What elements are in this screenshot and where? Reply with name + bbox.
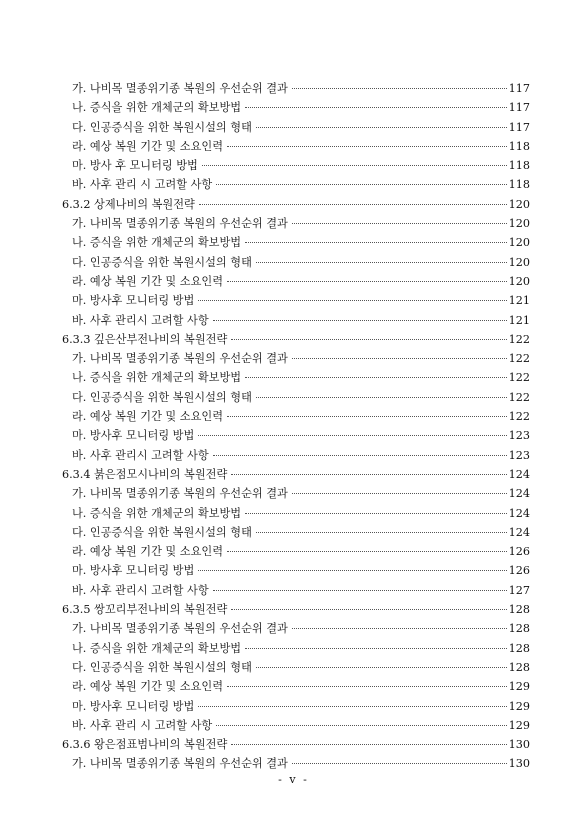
toc-entry-title: 나. 증식을 위한 개체군의 확보방법 [72,506,242,520]
toc-dot-leader [231,744,506,745]
toc-entry-page-number: 127 [508,583,530,597]
toc-subsection-entry[interactable] [62,523,530,542]
toc-entry-title: 가. 나비목 멸종위기종 복원의 우선순위 결과 [72,82,288,95]
toc-dot-leader [292,763,507,764]
toc-subsection-entry[interactable] [62,504,530,523]
toc-entry-title: 바. 사후 관리 시 고려할 사항 [72,718,213,732]
toc-entry-page-number: 120 [508,274,530,288]
toc-subsection-entry[interactable] [62,388,530,407]
toc-entry-page-number: 122 [508,410,530,424]
toc-entry-page-number: 122 [508,332,530,346]
toc-subsection-entry[interactable] [62,639,530,658]
toc-entry-page-number: 130 [508,757,530,771]
toc-subsection-entry[interactable] [62,214,530,233]
toc-entry-page-number: 122 [508,352,530,366]
toc-dot-leader [227,281,507,282]
toc-subsection-entry[interactable] [62,79,530,98]
toc-entry-page-number: 128 [508,622,530,636]
toc-entry-page-number: 124 [508,487,530,501]
toc-entry-title: 바. 사후 관리시 고려할 사항 [72,448,209,462]
toc-subsection-entry[interactable] [62,253,530,272]
toc-entry-title: 바. 사후 관리 시 고려할 사항 [72,178,213,192]
toc-dot-leader [202,165,507,166]
toc-entry-title: 6.3.2 상제나비의 복원전략 [62,197,195,211]
toc-subsection-entry[interactable] [62,754,530,773]
toc-dot-leader [292,88,507,89]
toc-dot-leader [256,397,507,398]
toc-dot-leader [216,725,506,726]
toc-subsection-entry[interactable] [62,484,530,503]
toc-entry-title: 다. 인공증식을 위한 복원시설의 형태 [72,255,252,269]
toc-subsection-entry[interactable] [62,98,530,117]
toc-section-entry[interactable] [62,195,530,214]
toc-entry-page-number: 128 [508,660,530,674]
toc-entry-page-number: 120 [508,217,530,231]
toc-entry-title: 다. 인공증식을 위한 복원시설의 형태 [72,660,252,674]
toc-entry-page-number: 118 [508,159,530,173]
toc-subsection-entry[interactable] [62,156,530,175]
toc-entry-page-number: 121 [508,313,530,327]
toc-dot-leader [213,590,507,591]
toc-dot-leader [213,320,507,321]
toc-entry-page-number: 124 [508,525,530,539]
toc-subsection-entry[interactable] [62,677,530,696]
toc-entry-title: 라. 예상 복원 기간 및 소요인력 [72,410,224,424]
toc-entry-page-number: 118 [508,178,530,192]
toc-section-entry[interactable] [62,600,530,619]
toc-dot-leader [292,358,507,359]
toc-entry-title: 나. 증식을 위한 개체군의 확보방법 [72,236,242,250]
toc-entry-title: 다. 인공증식을 위한 복원시설의 형태 [72,390,252,404]
toc-subsection-entry[interactable] [62,272,530,291]
toc-dot-leader [231,609,506,610]
toc-entry-title: 나. 증식을 위한 개체군의 확보방법 [72,371,242,385]
toc-entry-title: 가. 나비목 멸종위기종 복원의 우선순위 결과 [72,217,288,231]
toc-entry-title: 가. 나비목 멸종위기종 복원의 우선순위 결과 [72,622,288,636]
toc-subsection-entry[interactable] [62,175,530,194]
toc-dot-leader [227,146,507,147]
toc-dot-leader [227,416,507,417]
toc-dot-leader [198,570,506,571]
toc-dot-leader [292,628,507,629]
toc-subsection-entry[interactable] [62,291,530,310]
toc-entry-page-number: 120 [508,236,530,250]
toc-entry-title: 다. 인공증식을 위한 복원시설의 형태 [72,525,252,539]
toc-entry-title: 마. 방사후 모니터링 방법 [72,699,195,713]
toc-subsection-entry[interactable] [62,581,530,600]
toc-dot-leader [256,532,507,533]
toc-entry-title: 6.3.3 깊은산부전나비의 복원전략 [62,332,228,346]
toc-section-entry[interactable] [62,330,530,349]
toc-subsection-entry[interactable] [62,446,530,465]
toc-entry-title: 라. 예상 복원 기간 및 소요인력 [72,680,224,694]
toc-dot-leader [227,551,507,552]
toc-dot-leader [292,223,507,224]
toc-dot-leader [198,300,506,301]
toc-entry-page-number: 124 [508,506,530,520]
toc-subsection-entry[interactable] [62,368,530,387]
toc-dot-leader [245,648,507,649]
toc-dot-leader [198,435,506,436]
toc-dot-leader [227,686,507,687]
toc-entry-title: 바. 사후 관리시 고려할 사항 [72,583,209,597]
toc-entry-page-number: 121 [508,294,530,308]
toc-entry-title: 가. 나비목 멸종위기종 복원의 우선순위 결과 [72,352,288,366]
toc-dot-leader [231,474,506,475]
toc-entry-page-number: 128 [508,603,530,617]
toc-entry-title: 마. 방사후 모니터링 방법 [72,294,195,308]
toc-entry-title: 라. 예상 복원 기간 및 소요인력 [72,545,224,559]
toc-entry-title: 마. 방사후 모니터링 방법 [72,564,195,578]
toc-dot-leader [198,706,506,707]
toc-dot-leader [256,667,507,668]
toc-entry-page-number: 123 [508,448,530,462]
toc-dot-leader [245,513,507,514]
toc-dot-leader [292,493,507,494]
toc-subsection-entry[interactable] [62,118,530,137]
table-of-contents [62,79,530,774]
toc-entry-page-number: 117 [508,82,530,95]
toc-entry-page-number: 130 [508,738,530,752]
toc-entry-page-number: 122 [508,390,530,404]
toc-entry-page-number: 129 [508,699,530,713]
toc-entry-title: 마. 방사후 모니터링 방법 [72,429,195,443]
toc-dot-leader [216,184,506,185]
toc-entry-title: 라. 예상 복원 기간 및 소요인력 [72,139,224,153]
toc-dot-leader [199,204,507,205]
toc-entry-title: 6.3.4 붉은점모시나비의 복원전략 [62,467,228,481]
toc-entry-page-number: 126 [508,564,530,578]
toc-dot-leader [213,455,507,456]
toc-entry-title: 나. 증식을 위한 개체군의 확보방법 [72,101,242,115]
toc-entry-page-number: 118 [508,139,530,153]
toc-subsection-entry[interactable] [62,233,530,252]
toc-section-entry[interactable] [62,465,530,484]
toc-section-entry[interactable] [62,735,530,754]
toc-dot-leader [245,242,507,243]
toc-entry-page-number: 129 [508,718,530,732]
toc-entry-title: 가. 나비목 멸종위기종 복원의 우선순위 결과 [72,757,288,771]
toc-entry-title: 다. 인공증식을 위한 복원시설의 형태 [72,120,252,134]
toc-entry-page-number: 124 [508,467,530,481]
toc-subsection-entry[interactable] [62,658,530,677]
toc-entry-page-number: 117 [508,120,530,134]
toc-dot-leader [256,127,507,128]
toc-entry-title: 바. 사후 관리시 고려할 사항 [72,313,209,327]
toc-entry-page-number: 126 [508,545,530,559]
toc-entry-page-number: 129 [508,680,530,694]
toc-subsection-entry[interactable] [62,137,530,156]
toc-subsection-entry[interactable] [62,619,530,638]
toc-entry-page-number: 128 [508,641,530,655]
toc-dot-leader [245,107,507,108]
toc-subsection-entry[interactable] [62,349,530,368]
toc-subsection-entry[interactable] [62,311,530,330]
toc-dot-leader [245,377,507,378]
toc-subsection-entry[interactable] [62,407,530,426]
toc-dot-leader [256,262,507,263]
toc-subsection-entry[interactable] [62,542,530,561]
toc-entry-title: 6.3.5 쌍꼬리부전나비의 복원전략 [62,603,228,617]
toc-entry-page-number: 123 [508,429,530,443]
toc-subsection-entry[interactable] [62,561,530,580]
toc-dot-leader [231,339,506,340]
toc-entry-title: 라. 예상 복원 기간 및 소요인력 [72,274,224,288]
toc-subsection-entry[interactable] [62,697,530,716]
toc-entry-page-number: 122 [508,371,530,385]
toc-entry-title: 6.3.6 왕은점표범나비의 복원전략 [62,738,228,752]
toc-entry-title: 가. 나비목 멸종위기종 복원의 우선순위 결과 [72,487,288,501]
toc-entry-page-number: 120 [508,255,530,269]
toc-entry-page-number: 117 [508,101,530,115]
toc-subsection-entry[interactable] [62,426,530,445]
toc-entry-title: 나. 증식을 위한 개체군의 확보방법 [72,641,242,655]
toc-subsection-entry[interactable] [62,716,530,735]
toc-entry-title: 마. 방사 후 모니터링 방법 [72,159,198,173]
page-number: - v - [278,773,309,786]
toc-entry-page-number: 120 [508,197,530,211]
